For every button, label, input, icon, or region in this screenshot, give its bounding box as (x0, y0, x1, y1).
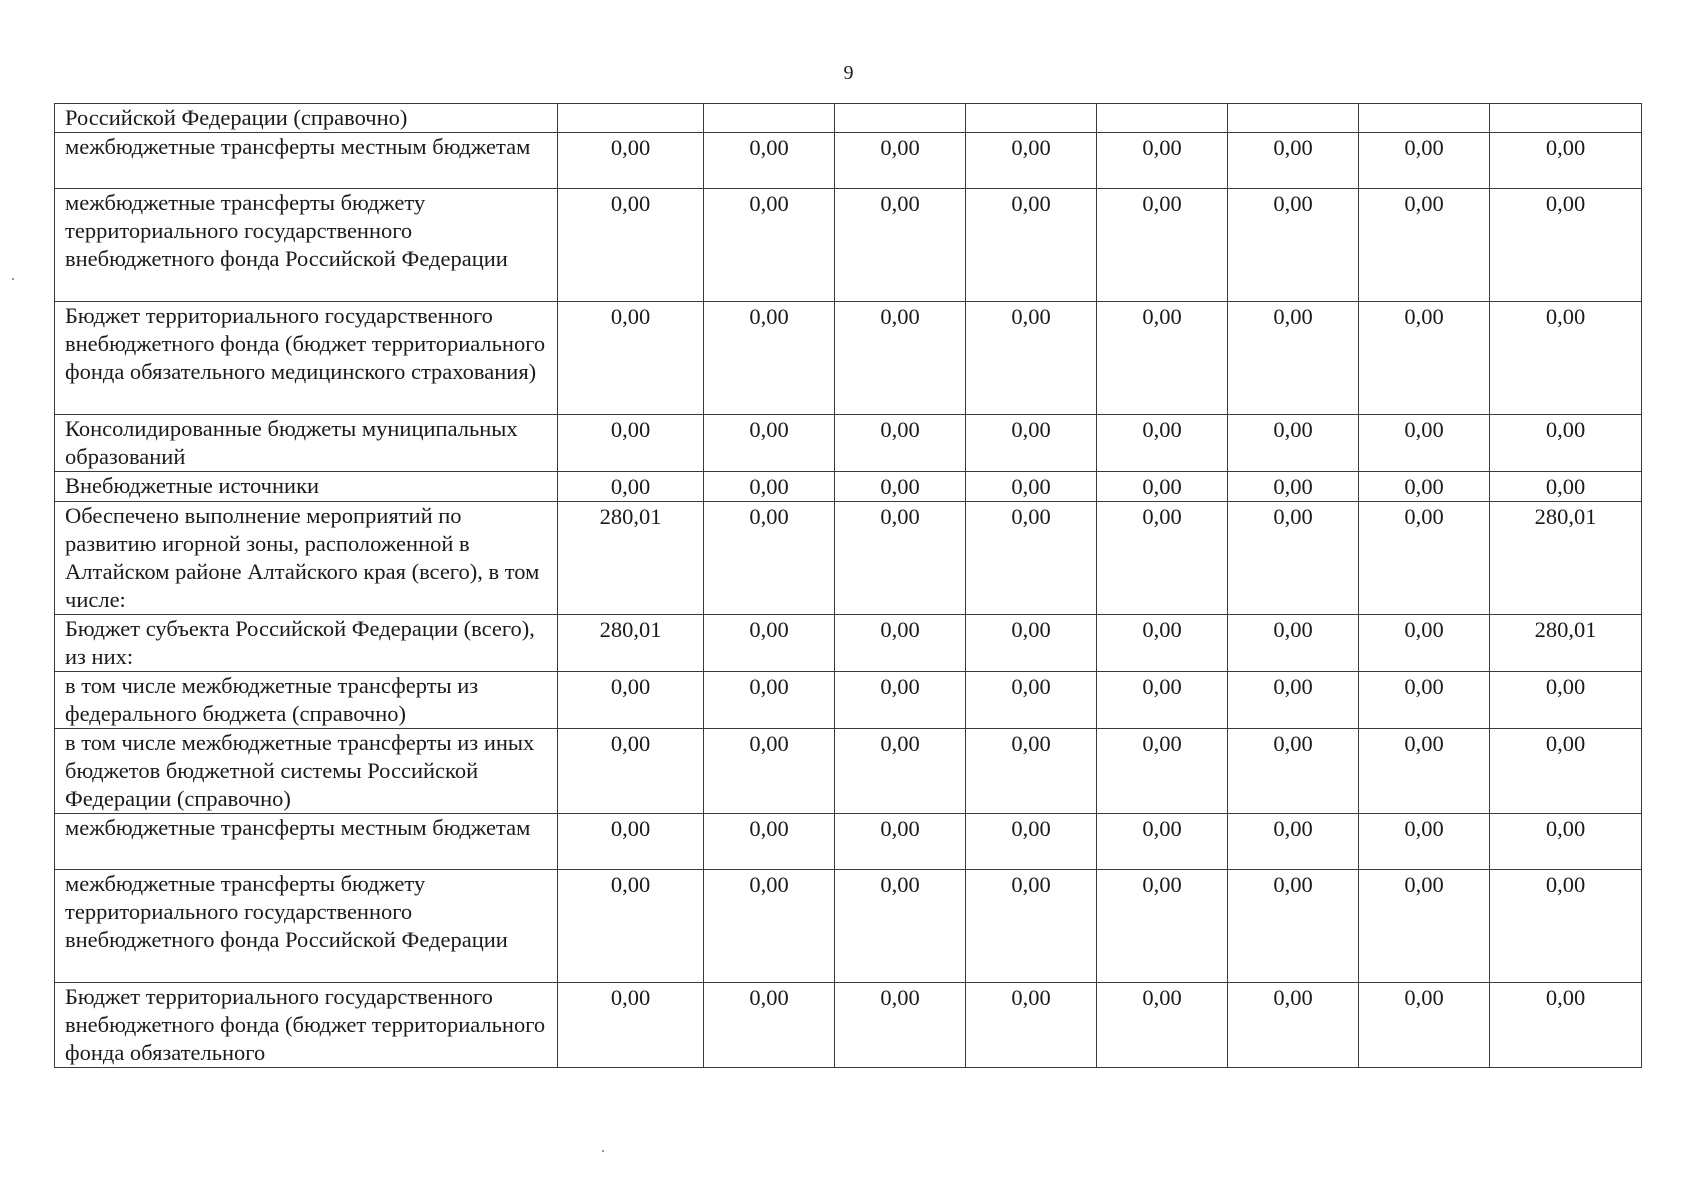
value-cell: 0,00 (966, 472, 1097, 502)
value-cell: 0,00 (1359, 814, 1490, 870)
value-cell: 0,00 (1228, 189, 1359, 302)
value-cell: 0,00 (1097, 472, 1228, 502)
value-cell: 0,00 (966, 615, 1097, 672)
value-cell: 0,00 (1490, 472, 1642, 502)
value-cell: 0,00 (966, 672, 1097, 729)
value-cell: 0,00 (1097, 133, 1228, 189)
value-cell: 0,00 (558, 472, 704, 502)
value-cell: 0,00 (835, 729, 966, 814)
value-cell: 0,00 (1490, 415, 1642, 472)
value-cell: 0,00 (1228, 615, 1359, 672)
value-cell (1228, 104, 1359, 133)
value-cell: 0,00 (1228, 983, 1359, 1068)
value-cell: 0,00 (558, 189, 704, 302)
row-label: в том числе межбюджетные трансферты из иных бюджетов бюджетной системы Российской Федерации (справочно) (55, 729, 558, 814)
value-cell: 0,00 (835, 870, 966, 983)
value-cell: 0,00 (1359, 502, 1490, 615)
value-cell: 0,00 (704, 502, 835, 615)
value-cell: 0,00 (1490, 983, 1642, 1068)
table-row (55, 729, 1642, 814)
value-cell: 0,00 (835, 472, 966, 502)
value-cell: 0,00 (704, 729, 835, 814)
value-cell: 0,00 (1490, 814, 1642, 870)
row-label: межбюджетные трансферты местным бюджетам (55, 814, 558, 870)
value-cell (1359, 104, 1490, 133)
table-row (55, 870, 1642, 983)
value-cell: 0,00 (558, 814, 704, 870)
table-row (55, 133, 1642, 189)
value-cell: 0,00 (1359, 870, 1490, 983)
value-cell: 0,00 (835, 302, 966, 415)
value-cell: 0,00 (966, 133, 1097, 189)
value-cell: 0,00 (558, 302, 704, 415)
value-cell: 0,00 (704, 672, 835, 729)
row-label: в том числе межбюджетные трансферты из федерального бюджета (справочно) (55, 672, 558, 729)
value-cell: 0,00 (966, 302, 1097, 415)
scan-speck (602, 1150, 604, 1152)
table-row (55, 189, 1642, 302)
value-cell: 0,00 (558, 133, 704, 189)
value-cell: 0,00 (704, 983, 835, 1068)
value-cell: 0,00 (1228, 672, 1359, 729)
value-cell: 0,00 (1359, 472, 1490, 502)
value-cell: 0,00 (1490, 302, 1642, 415)
table-row (55, 615, 1642, 672)
value-cell: 0,00 (966, 729, 1097, 814)
value-cell: 0,00 (966, 189, 1097, 302)
value-cell: 0,00 (966, 814, 1097, 870)
table-row (55, 814, 1642, 870)
value-cell: 0,00 (704, 415, 835, 472)
scan-speck (12, 278, 14, 280)
value-cell: 0,00 (1228, 502, 1359, 615)
value-cell: 0,00 (1228, 472, 1359, 502)
value-cell: 0,00 (1097, 983, 1228, 1068)
value-cell: 0,00 (1097, 415, 1228, 472)
value-cell: 0,00 (835, 615, 966, 672)
value-cell: 0,00 (1359, 615, 1490, 672)
row-label: Бюджет территориального государственного внебюджетного фонда (бюджет территориального фонда обязательного (55, 983, 558, 1068)
value-cell: 0,00 (835, 133, 966, 189)
value-cell: 0,00 (1228, 415, 1359, 472)
value-cell: 0,00 (704, 814, 835, 870)
table-row (55, 302, 1642, 415)
value-cell: 0,00 (835, 502, 966, 615)
value-cell: 0,00 (704, 615, 835, 672)
value-cell: 280,01 (558, 615, 704, 672)
value-cell: 0,00 (1490, 729, 1642, 814)
table-row (55, 502, 1642, 615)
row-label: межбюджетные трансферты бюджету территориального государственного внебюджетного фонда Российской Федерации (55, 870, 558, 983)
value-cell: 0,00 (1097, 502, 1228, 615)
budget-table (54, 103, 1642, 1068)
table-row (55, 104, 1642, 133)
row-label: межбюджетные трансферты местным бюджетам (55, 133, 558, 189)
value-cell: 280,01 (558, 502, 704, 615)
value-cell: 0,00 (1097, 814, 1228, 870)
value-cell (966, 104, 1097, 133)
value-cell: 0,00 (966, 983, 1097, 1068)
value-cell: 0,00 (1490, 672, 1642, 729)
row-label: Внебюджетные источники (55, 472, 558, 502)
value-cell (1097, 104, 1228, 133)
value-cell: 0,00 (1359, 415, 1490, 472)
value-cell: 0,00 (966, 415, 1097, 472)
value-cell: 0,00 (1490, 189, 1642, 302)
row-label: межбюджетные трансферты бюджету территориального государственного внебюджетного фонда Российской Федерации (55, 189, 558, 302)
value-cell: 0,00 (558, 415, 704, 472)
value-cell: 0,00 (835, 814, 966, 870)
value-cell (835, 104, 966, 133)
value-cell: 0,00 (704, 302, 835, 415)
value-cell: 0,00 (835, 672, 966, 729)
value-cell: 280,01 (1490, 615, 1642, 672)
value-cell: 0,00 (1359, 189, 1490, 302)
row-label: Российской Федерации (справочно) (55, 104, 558, 133)
row-label: Обеспечено выполнение мероприятий по развитию игорной зоны, расположенной в Алтайском районе Алтайского края (всего), в том числе: (55, 502, 558, 615)
table-row (55, 472, 1642, 502)
row-label: Бюджет субъекта Российской Федерации (всего), из них: (55, 615, 558, 672)
value-cell: 0,00 (1097, 729, 1228, 814)
row-label: Консолидированные бюджеты муниципальных образований (55, 415, 558, 472)
value-cell: 0,00 (1228, 729, 1359, 814)
value-cell: 0,00 (835, 983, 966, 1068)
value-cell: 0,00 (1359, 983, 1490, 1068)
value-cell: 0,00 (1359, 302, 1490, 415)
value-cell: 280,01 (1490, 502, 1642, 615)
value-cell (704, 104, 835, 133)
table-row (55, 415, 1642, 472)
value-cell: 0,00 (966, 502, 1097, 615)
value-cell: 0,00 (1490, 133, 1642, 189)
value-cell: 0,00 (704, 472, 835, 502)
value-cell: 0,00 (1228, 814, 1359, 870)
value-cell: 0,00 (1228, 133, 1359, 189)
value-cell: 0,00 (558, 672, 704, 729)
value-cell: 0,00 (558, 870, 704, 983)
value-cell: 0,00 (1097, 302, 1228, 415)
value-cell: 0,00 (1228, 302, 1359, 415)
value-cell (1490, 104, 1642, 133)
value-cell: 0,00 (1359, 133, 1490, 189)
table-body (55, 104, 1642, 1068)
value-cell: 0,00 (558, 983, 704, 1068)
value-cell (558, 104, 704, 133)
value-cell: 0,00 (558, 729, 704, 814)
value-cell: 0,00 (1359, 729, 1490, 814)
value-cell: 0,00 (1490, 870, 1642, 983)
page-number: 9 (843, 62, 854, 84)
value-cell: 0,00 (1228, 870, 1359, 983)
value-cell: 0,00 (704, 133, 835, 189)
value-cell: 0,00 (1097, 870, 1228, 983)
table-row (55, 672, 1642, 729)
value-cell: 0,00 (1097, 615, 1228, 672)
value-cell: 0,00 (1097, 189, 1228, 302)
row-label: Бюджет территориального государственного внебюджетного фонда (бюджет территориального фонда обязательного медицинского страхования) (55, 302, 558, 415)
value-cell: 0,00 (704, 870, 835, 983)
table-row (55, 983, 1642, 1068)
value-cell: 0,00 (1359, 672, 1490, 729)
value-cell: 0,00 (835, 415, 966, 472)
value-cell: 0,00 (966, 870, 1097, 983)
value-cell: 0,00 (835, 189, 966, 302)
value-cell: 0,00 (704, 189, 835, 302)
value-cell: 0,00 (1097, 672, 1228, 729)
